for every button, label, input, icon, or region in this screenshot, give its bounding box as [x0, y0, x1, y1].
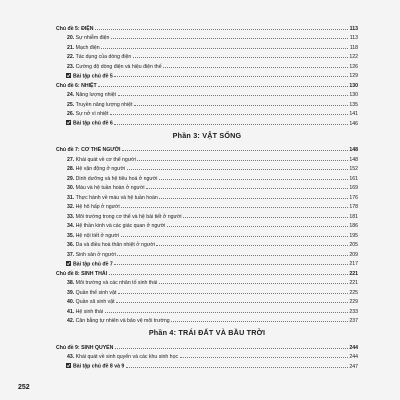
lesson-entry[interactable]: [56, 351, 358, 361]
dot-leader: [115, 348, 348, 349]
page-ref: 130: [349, 82, 358, 89]
entry-label: [56, 185, 145, 191]
lesson-entry[interactable]: [56, 248, 358, 258]
page-ref: 135: [349, 101, 358, 108]
dot-leader: [114, 264, 348, 265]
page-ref: 237: [349, 318, 358, 324]
exercise-entry[interactable]: [56, 117, 358, 127]
lesson-number: 41.: [67, 308, 75, 315]
dot-leader: [121, 236, 348, 237]
dot-leader: [98, 86, 348, 87]
dot-leader: [159, 179, 348, 180]
dot-leader: [159, 198, 348, 199]
lesson-number: 36.: [67, 242, 75, 248]
lesson-title: Da và điều hoà thân nhiệt ở người: [75, 242, 155, 248]
exercise-entry[interactable]: [56, 70, 358, 80]
chapter-title: NHIỆT: [81, 82, 97, 89]
page-ref: 118: [349, 44, 358, 51]
entry-label: [56, 290, 116, 296]
part-heading: Phần 3: VẬT SỐNG: [172, 130, 242, 140]
lesson-entry[interactable]: [56, 98, 358, 108]
page-ref: 225: [349, 289, 358, 296]
page-ref: 233: [349, 308, 358, 315]
page-ref: 209: [349, 251, 358, 258]
lesson-entry[interactable]: [56, 191, 358, 201]
page-number: 252: [18, 384, 30, 391]
entry-label: [56, 92, 116, 98]
page-ref: 161: [349, 175, 358, 182]
chapter-prefix: Chủ đề 7:: [56, 147, 82, 153]
lesson-title: Sự nở vì nhiệt: [75, 111, 109, 117]
page-ref: 129: [349, 73, 358, 79]
dot-leader: [133, 57, 348, 58]
page-ref: 195: [349, 232, 358, 239]
lesson-title: Quần xã sinh vật: [75, 299, 115, 305]
lesson-number: 25.: [67, 101, 75, 108]
chapter-entry[interactable]: [56, 79, 358, 89]
lesson-entry[interactable]: [56, 41, 358, 51]
lesson-title: Thực hành về máu và hệ tuần hoàn: [75, 194, 158, 201]
dot-leader: [121, 207, 348, 208]
page-ref: 244: [349, 344, 358, 351]
entry-label: [56, 111, 109, 117]
lesson-title: Hệ nội tiết ở người: [75, 232, 120, 239]
exercise-title: Bài tập chủ đề 5: [73, 73, 113, 79]
page-ref: 217: [349, 261, 358, 267]
lesson-number: 26.: [67, 111, 75, 117]
entry-label: [56, 318, 170, 324]
page-ref: 113: [349, 35, 358, 41]
chapter-entry[interactable]: [56, 22, 358, 32]
dot-leader: [146, 188, 348, 189]
lesson-number: 30.: [67, 185, 75, 191]
dot-leader: [127, 169, 348, 170]
entry-label: [56, 73, 113, 79]
page-ref: 122: [349, 54, 358, 60]
lesson-title: Truyền năng lượng nhiệt: [75, 101, 133, 108]
lesson-title: Máu và hệ tuần hoàn ở người: [75, 185, 145, 191]
entry-label: [56, 223, 165, 229]
page-ref: 229: [349, 299, 358, 305]
dot-leader: [137, 160, 348, 161]
dot-leader: [126, 367, 348, 368]
lesson-number: 38.: [67, 280, 75, 286]
lesson-number: 21.: [67, 44, 75, 51]
lesson-title: Khái quát về sinh quyển và các khu sinh học: [75, 354, 179, 360]
exercise-icon: [66, 363, 71, 368]
entry-label: [56, 214, 182, 220]
entry-label: [56, 166, 125, 172]
exercise-title: Bài tập chủ đề 6: [73, 120, 113, 127]
page-ref: 244: [349, 354, 358, 360]
lesson-title: Sinh sản ở người: [75, 251, 116, 258]
exercise-entry[interactable]: [56, 258, 358, 268]
entry-label: [56, 147, 120, 153]
lesson-title: Quần thể sinh vật: [75, 289, 117, 296]
entry-label: [56, 64, 162, 70]
dot-leader: [109, 274, 348, 275]
entry-label: [56, 252, 116, 258]
lesson-number: 23.: [67, 63, 75, 70]
lesson-number: 40.: [67, 299, 75, 305]
lesson-entry[interactable]: [56, 296, 358, 306]
entry-label: [56, 120, 113, 126]
page-ref: 186: [349, 223, 358, 229]
lesson-entry[interactable]: [56, 277, 358, 287]
lesson-entry[interactable]: [56, 108, 358, 118]
page-ref: 247: [349, 363, 358, 370]
entry-label: [56, 54, 131, 60]
dot-leader: [101, 48, 348, 49]
chapter-prefix: Chủ đề 9:: [56, 344, 82, 351]
lesson-entry[interactable]: [56, 286, 358, 296]
entry-label: [56, 195, 158, 201]
lesson-entry[interactable]: [56, 182, 358, 192]
dot-leader: [167, 226, 348, 227]
entry-label: [56, 345, 113, 351]
chapter-title: SINH THÁI: [81, 270, 108, 277]
lesson-number: 20.: [67, 35, 75, 41]
lesson-number: 31.: [67, 194, 75, 201]
dot-leader: [183, 217, 348, 218]
chapter-entry[interactable]: [56, 267, 358, 277]
lesson-number: 37.: [67, 251, 75, 258]
dot-leader: [118, 95, 348, 96]
lesson-title: Năng lượng nhiệt: [75, 92, 117, 98]
exercise-icon: [66, 120, 71, 125]
dot-leader: [105, 312, 348, 313]
page-ref: 181: [349, 213, 358, 220]
dot-leader: [114, 124, 348, 125]
lesson-title: Hệ hô hấp ở người: [75, 204, 120, 210]
lesson-title: Cường độ dòng điện và hiệu điện thế: [75, 63, 162, 70]
entry-label: [56, 261, 113, 267]
chapter-prefix: Chủ đề 5:: [56, 25, 82, 32]
dot-leader: [122, 150, 348, 151]
entry-label: [56, 26, 93, 32]
page-ref: 126: [349, 63, 358, 70]
lesson-entry[interactable]: [56, 163, 358, 173]
page-ref: 141: [349, 111, 358, 117]
lesson-title: Môi trường và các nhân tố sinh thái: [75, 280, 158, 286]
dot-leader: [111, 38, 348, 39]
exercise-title: Bài tập chủ đề 8 và 9: [73, 363, 125, 370]
lesson-number: 39.: [67, 289, 75, 296]
lesson-number: 34.: [67, 223, 75, 229]
dot-leader: [116, 302, 348, 303]
dot-leader: [114, 76, 348, 77]
lesson-number: 22.: [67, 54, 75, 60]
lesson-number: 42.: [67, 318, 75, 324]
lesson-title: Hệ sinh thái: [75, 308, 104, 315]
lesson-title: Cân bằng tự nhiên và bảo vệ môi trường: [75, 318, 170, 324]
dot-leader: [118, 293, 348, 294]
lesson-title: Dinh dưỡng và hệ tiêu hoá ở người: [75, 175, 158, 182]
lesson-entry[interactable]: [56, 201, 358, 211]
lesson-number: 29.: [67, 175, 75, 182]
dot-leader: [134, 105, 348, 106]
lesson-entry[interactable]: [56, 172, 358, 182]
page-ref: 221: [349, 280, 358, 286]
page-ref: 146: [349, 120, 358, 127]
lesson-entry[interactable]: [56, 210, 358, 220]
lesson-entry[interactable]: [56, 239, 358, 249]
page-ref: 148: [349, 147, 358, 153]
page-ref: 152: [349, 166, 358, 172]
lesson-entry[interactable]: [56, 305, 358, 315]
entry-label: [56, 299, 115, 305]
exercise-entry[interactable]: [56, 360, 358, 370]
lesson-entry[interactable]: [56, 60, 358, 70]
chapter-title: ĐIỆN: [81, 25, 94, 32]
exercise-icon: [66, 73, 71, 78]
page-ref: 178: [349, 204, 358, 210]
entry-label: [56, 157, 136, 163]
lesson-title: Tác dụng của dòng điện: [75, 54, 132, 60]
lesson-entry[interactable]: [56, 315, 358, 325]
lesson-number: 33.: [67, 213, 75, 220]
dot-leader: [117, 255, 347, 256]
lesson-title: Khái quát về cơ thể người: [75, 156, 136, 163]
lesson-entry[interactable]: [56, 153, 358, 163]
entry-label: [56, 35, 109, 41]
entry-label: [56, 45, 100, 51]
lesson-number: 35.: [67, 232, 75, 239]
lesson-entry[interactable]: [56, 32, 358, 42]
lesson-title: Mạch điện: [75, 44, 100, 51]
dot-leader: [171, 321, 348, 322]
part-heading: Phần 4: TRÁI ĐẤT VÀ BẦU TRỜI: [148, 328, 266, 337]
dot-leader: [95, 29, 348, 30]
lesson-entry[interactable]: [56, 220, 358, 230]
lesson-entry[interactable]: [56, 229, 358, 239]
exercise-title: Bài tập chủ đề 7: [73, 261, 113, 267]
entry-label: [56, 271, 107, 277]
lesson-number: 32.: [67, 204, 75, 210]
entry-label: [56, 242, 155, 248]
entry-label: [56, 204, 120, 210]
lesson-title: Hệ vận động ở người: [75, 166, 126, 172]
exercise-icon: [66, 261, 71, 266]
entry-label: [56, 83, 97, 89]
chapter-entry[interactable]: [56, 144, 358, 154]
chapter-entry[interactable]: [56, 341, 358, 351]
entry-label: [56, 280, 157, 286]
chapter-prefix: Chủ đề 6:: [56, 82, 82, 89]
page-ref: 130: [349, 92, 358, 98]
lesson-title: Hệ thần kinh và các giác quan ở người: [75, 223, 166, 229]
lesson-number: 28.: [67, 166, 75, 172]
lesson-number: 24.: [67, 92, 75, 98]
chapter-title: SINH QUYỂN: [81, 344, 114, 351]
dot-leader: [110, 114, 348, 115]
lesson-entry[interactable]: [56, 51, 358, 61]
entry-label: [56, 309, 103, 315]
chapter-prefix: Chủ đề 8:: [56, 270, 82, 277]
entry-label: [56, 233, 119, 239]
page-ref: 169: [349, 185, 358, 191]
entry-label: [56, 176, 157, 182]
page-ref: 113: [349, 25, 358, 32]
entry-label: [56, 102, 132, 108]
lesson-title: Môi trường trong cơ thể và hệ bài tiết ở người: [75, 213, 182, 220]
lesson-number: 27.: [67, 156, 75, 163]
chapter-title: CƠ THỂ NGƯỜI: [81, 147, 121, 153]
dot-leader: [159, 283, 348, 284]
dot-leader: [156, 245, 347, 246]
page-ref: 221: [349, 270, 358, 277]
page-ref: 176: [349, 194, 358, 201]
dot-leader: [163, 67, 348, 68]
page-ref: 148: [349, 156, 358, 163]
lesson-entry[interactable]: [56, 89, 358, 99]
entry-label: [56, 363, 124, 369]
lesson-title: Sự nhiễm điện: [75, 35, 110, 41]
page-ref: 205: [349, 242, 358, 248]
entry-label: [56, 354, 178, 360]
dot-leader: [180, 357, 348, 358]
lesson-number: 43.: [67, 354, 75, 360]
table-of-contents: [56, 22, 358, 370]
